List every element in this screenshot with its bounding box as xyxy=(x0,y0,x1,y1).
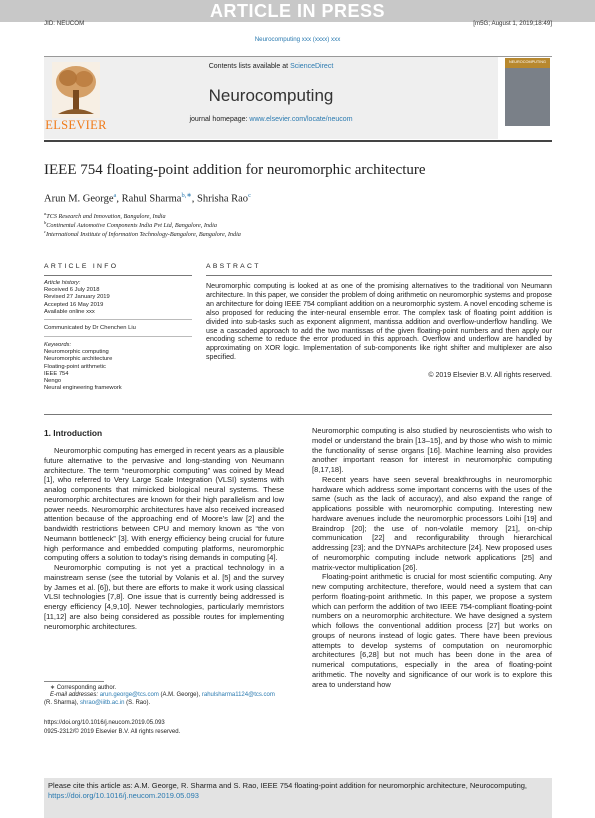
affiliation: $^a$TCS Research and Innovation, Bangalore, India xyxy=(44,211,166,221)
paragraph: Neuromorphic computing is not yet a practical technology in a mainstream sense (see the tutorial by Volanis et al. [5] and the survey by James et al. [6]), but there are efforts to make it work using classical VLSI technologies [7,8]. One issue that is currently being addressed is energy efficiency [4,9,10]. Newer technologies, particularly memristors [11,12] are also being considered as possible routes for implementing neuromorphic architectures. xyxy=(44,563,284,631)
journal-title: Neurocomputing xyxy=(208,86,334,105)
cite-this-article-text: Please cite this article as: A.M. George, R. Sharma and S. Rao, IEEE 754 floating-point addition for neuromorphic architecture, Neurocomputing, https://doi.org/10.1016/j.neucom.2019.05.093 xyxy=(48,781,527,800)
article-info-heading: ARTICLE INFO xyxy=(44,263,119,270)
history-accepted: Accepted 16 May 2019 xyxy=(44,301,104,308)
author-sup[interactable]: c xyxy=(248,192,251,199)
paragraph: Recent years have seen several breakthroughs in neuromorphic hardware which address some important concerns with the uses of the same (such as the lack of accuracy), and also expand the range of applications possible with neuromorphic computing. Interesting new hardware avenues include the neuromorphic processors Loihi [19] and Braindrop [20]; the use of non-volatile memory [21], on-chip communication [22] and reconfigurability through hierarchical addressing [23]; and the DYNAPs architecture [24]. New proposed uses of neuromorphic computing include network applications [25] and matrix-vector multiplication [26]. xyxy=(312,474,552,572)
history-rule xyxy=(44,319,192,320)
keywords-label: Keywords: xyxy=(44,342,72,348)
journal-cover-image xyxy=(505,58,550,126)
body-left-column xyxy=(44,446,284,631)
sciencedirect-link[interactable]: ScienceDirect xyxy=(290,63,334,70)
email-link[interactable]: arun.george@tcs.com xyxy=(99,692,159,699)
article-info-rule xyxy=(44,275,192,276)
history-label: Article history: xyxy=(44,280,81,286)
section-heading-introduction: 1. Introduction xyxy=(44,428,103,438)
elsevier-tree-logo xyxy=(52,62,100,118)
corresponding-author-note: ∗ Corresponding author. xyxy=(50,685,117,691)
author-sup[interactable]: b,∗ xyxy=(181,192,192,199)
keyword: Neural engineering framework xyxy=(44,385,122,392)
author-name[interactable]: Rahul Sharma xyxy=(121,193,182,205)
abstract-heading: ABSTRACT xyxy=(206,263,261,270)
paragraph: Floating-point arithmetic is crucial for most scientific computing. Any new computing architecture, therefore, would need a system that can perform floating-point arithmetic. In this paper, we propose a system which can perform the addition of two IEEE 754-compliant floating-point numbers on a neuromorphic architecture. We have designed a system which follows the conventional addition process [27] but works on groups of neurons instead of logic gates. There have been previous attempts to develop systems of computation on neuromorphic architectures [6,28] but not much has been done in the area of numerical computations, especially in the area of floating-point arithmetic. The novelty and significance of our work is to explore this area to understand how xyxy=(312,572,552,689)
timestamp: [m5G; August 1, 2019;18:49] xyxy=(473,20,552,27)
masthead-bottom-rule xyxy=(44,140,552,142)
email-link[interactable]: shrao@iiitb.ac.in xyxy=(80,699,125,706)
article-history xyxy=(44,280,194,316)
issn-copyright: 0925-2312/© 2019 Elsevier B.V. All rights reserved. xyxy=(44,729,181,735)
cite-doi-link[interactable]: https://doi.org/10.1016/j.neucom.2019.05.093 xyxy=(48,791,199,800)
footnote: ∗ Corresponding author. E-mail addresses: arun.george@tcs.com (A.M. George), rahulsharma1124@tcs.com (R. Sharma), shrao@iiitb.ac.in (S. Rao). xyxy=(44,685,275,706)
history-online: Available online xxx xyxy=(44,308,95,315)
journal-citation-link[interactable]: Neurocomputing xxx (xxxx) xxx xyxy=(254,36,341,43)
affiliation: $^c$International Institute of Information Technology-Bangalore, Bangalore, India xyxy=(44,229,241,239)
keywords xyxy=(44,342,194,392)
keyword: Nengo xyxy=(44,378,62,385)
body-right-column xyxy=(312,426,552,689)
journal-homepage-link[interactable]: www.elsevier.com/locate/neucom xyxy=(249,116,353,123)
elsevier-wordmark: ELSEVIER xyxy=(45,118,107,132)
keyword: IEEE 754 xyxy=(44,370,69,377)
keyword: Neuromorphic architecture xyxy=(44,356,113,363)
communicated-rule xyxy=(44,336,192,337)
keyword: Floating-point arithmetic xyxy=(44,363,106,370)
author-name[interactable]: Arun M. George xyxy=(44,193,114,205)
history-received: Received 6 July 2018 xyxy=(44,287,100,294)
contents-prefix: Contents lists available at xyxy=(208,63,289,70)
doi-link[interactable]: https://doi.org/10.1016/j.neucom.2019.05.093 xyxy=(44,720,165,726)
banner-text: ARTICLE IN PRESS xyxy=(209,1,386,21)
email-label: E-mail addresses: xyxy=(50,692,99,699)
affiliation: $^b$Continental Automotive Components India Pvt Ltd, Bangalore, India xyxy=(44,220,217,230)
email-link[interactable]: rahulsharma1124@tcs.com xyxy=(201,692,275,699)
front-matter-rule xyxy=(44,414,552,415)
footnote-rule xyxy=(44,681,104,682)
homepage-prefix: journal homepage: xyxy=(189,116,248,123)
contents-line xyxy=(44,63,498,70)
abstract-copyright: © 2019 Elsevier B.V. All rights reserved. xyxy=(428,372,552,379)
author-name[interactable]: Shrisha Rao xyxy=(197,193,249,205)
keyword: Neuromorphic computing xyxy=(44,349,109,356)
communicated-by: Communicated by Dr Chenchen Liu xyxy=(44,325,136,331)
cover-label: NEUROCOMPUTING xyxy=(509,60,546,64)
article-title: IEEE 754 floating-point addition for neuromorphic architecture xyxy=(44,162,426,178)
author-sup[interactable]: a xyxy=(113,192,117,199)
paragraph: Neuromorphic computing has emerged in recent years as a plausible future alternative to the pervasive and long-standing von Neumann architecture. The term “neuromorphic computing” was coined by Mead [1], who referred to Very Large Scale Integration (VLSI) systems with analog components that mimicked biological neural systems. These neuromorphic architectures are known for their high parallelism and low power needs. Neuromorphic architectures have also received increased attention because of the approaching end of Moore’s law [2] and the bandwidth restrictions between CPU and memory known as “the von Neumann bottleneck” [3]. With energy efficiency being crucial for future high performance and embedded computing platforms, neuromorphic computing offers a solution to today’s rising demands in computing [4]. xyxy=(44,446,284,563)
history-revised: Revised 27 January 2019 xyxy=(44,294,110,301)
abstract-rule xyxy=(206,275,552,276)
author-list: Arun M. George$^a$, Rahul Sharma$^{b,∗}$, Shrisha Rao$^c$ xyxy=(44,192,251,205)
abstract-text: Neuromorphic computing is looked at as one of the promising alternatives to the traditional von Neumann architecture. In this paper, we consider the problem of doing arithmetic on neuromorphic systems and propose an architecture for doing IEEE 754 compliant addition on a neuromorphic system. A novel encoding scheme is also proposed for reducing the inter-neural ensemble error. The complex task of floating point addition is divided into sub-tasks such as exponent alignment, mantissa addition and overflow-underflow handling. We use a cascaded approach to add the two mantissas of the given floating-point numbers and then apply our encoding scheme to reduce the error produced in this approach. Overflow and underflow are handled by approximating on XOR logic. Implementation of sub-components like right shifter and multiplexer are also specified. xyxy=(206,282,552,362)
journal-homepage-line xyxy=(44,116,498,123)
paragraph: Neuromorphic computing is also studied by neuroscientists who wish to model or understand the brain [13–15], and by those who wish to mimic the functionality of sense organs [16]. Machine learning also provides another important reason for interest in neuromorphic computing [8,17,18]. xyxy=(312,426,552,474)
journal-id: JID: NEUCOM xyxy=(44,20,85,27)
